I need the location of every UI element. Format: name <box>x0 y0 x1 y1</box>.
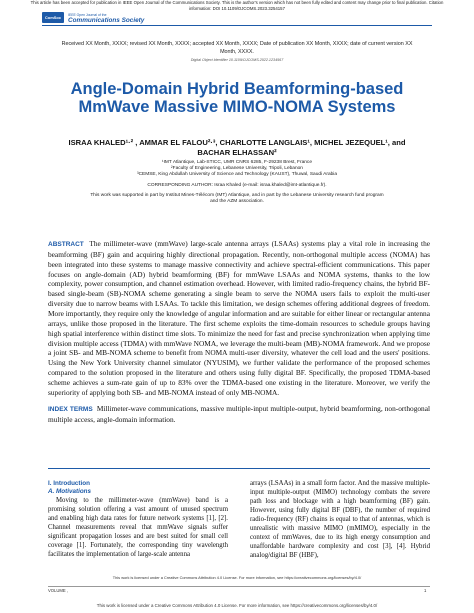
doi-line: Digital Object Identifier 10.1109/OJCOMS.2022.1234567 <box>190 58 284 62</box>
author-list: ISRAA KHALED¹·² , AMMAR EL FALOU²·³, CHARLOTTE LANGLAIS¹, MICHEL JEZEQUEL¹, and BACHAR ELHASSAN² <box>68 138 406 157</box>
abstract <box>48 239 430 398</box>
license-notice: This work is licensed under a Creative Commons Attribution 4.0 License. For more information, see https://creativecommons.org/licenses/by/4.0/ <box>112 575 362 580</box>
journal-subtitle: IEEE Open Journal of the <box>68 12 107 17</box>
affiliations <box>60 160 414 178</box>
received-dates: Received XX Month, XXXX; revised XX Month, XXXX; accepted XX Month, XXXX; Date of publication XX Month, XXXX; date of current version XX Month, XXXX. <box>61 41 413 55</box>
body-column-right <box>250 480 430 561</box>
corresponding-author: CORRESPONDING AUTHOR: Israa Khaled (e-mail: israa.khaled@imt-atlantique.fr). <box>147 183 327 188</box>
page-number: 1 <box>424 588 427 593</box>
body-column-left <box>48 480 228 559</box>
subsection-heading: A. Motivations <box>48 488 92 496</box>
paper-title: Angle-Domain Hybrid Beamforming-based MmWave Massive MIMO-NOMA Systems <box>70 80 404 116</box>
journal-name: Communications Society <box>68 16 145 24</box>
abstract-divider <box>48 468 430 469</box>
abstract-label: ABSTRACT <box>48 241 84 248</box>
publication-notice: This article has been accepted for publication in IEEE Open Journal of the Communications Society. This is the author's version which has not been fully edited and content may change prior to final publication. Citation information: DOI 10.1109/OJCOMS.2023.3254157 <box>30 0 444 11</box>
comsoc-logo: ComSoc <box>42 12 64 23</box>
license-footer: This work is licensed under a Creative Commons Attribution 4.0 License. For more information, see https://creativecommons.org/licenses/by/4.0/ <box>96 603 378 608</box>
affiliation-3: ³CEMSE, King Abdullah University of Science and Technology (KAUST), Thuwal, Saudi Arabia <box>136 172 338 177</box>
intro-paragraph-left: Moving to the millimeter-wave (mmWave) band is a promising solution offering a vast amount of unused spectrum and enabling high data rates for future network systems [1], [2]. Channel measurements reveal that mmWave signals suffer significant propagation losses and are best suited for small cell coverage [1]. Fortunately, the corresponding tiny wavelength facilitates the implementation of large-scale antenna <box>48 496 228 558</box>
footer-divider <box>48 586 430 587</box>
intro-paragraph-right: arrays (LSAAs) in a small form factor. And the massive multiple-input multiple-output (MIMO) technology combats the severe path loss and blockage with a high beamforming (BF) gain. However, using fully digital BF (DBF), the number of required radio-frequency (RF) chains is equal to that of antennas, which is unrealistic with massive MIMO (mMIMO), especially in the context of mmWaves, due to its high energy consumption and unaffordable hardware complexity and cost [3], [4]. Hybrid analog/digital BF (HBF), <box>250 480 430 559</box>
affiliation-2: ²Faculty of Engineering, Lebanese University, Tripoli, Lebanon <box>171 166 303 171</box>
index-terms-text: Millimeter-wave communications, massive multiple-input multiple-output, hybrid beamforming, non-orthogonal multiple access, angle-domain information. <box>48 404 431 424</box>
index-terms-label: INDEX TERMS <box>48 406 93 413</box>
funding-note: This work was supported in part by Institut Mines-Télécom (IMT) Atlantique, and in part by the Lebanese University research fund program and the AZM association. <box>90 193 384 204</box>
affiliation-1: ¹IMT Atlantique, Lab-STICC, UMR CNRS 6285, F-29238 Brest, France <box>161 160 312 165</box>
journal-header <box>0 12 474 24</box>
index-terms <box>48 404 430 425</box>
volume-label: VOLUME , <box>48 588 69 593</box>
abstract-text: The millimeter-wave (mmWave) large-scale antenna arrays (LSAAs) systems play a vital role in increasing the beamforming (BF) gain and acquiring highly directional propagation. Recently, non-orthogonal multiple access (NOMA) has been integrated into these systems to manage massive connectivity and achieve spectral-efficient communications. This paper focuses on angle-domain (AD) hybrid beamforming (BF) for mmWave LSAAs and NOMA systems, thanks to the low complexity, power consumption, and channel estimation overhead. However, with limited radio-frequency chains, the hybrid BF-based single-beam (SB)-NOMA scheme generating a single beam to serve the NOMA users fails to exploit the multi-user diversity due to narrow beams with LSAAs. To tackle this limitation, we design schemes offering additional degrees of freedom. More importantly, they require only the knowledge of angular information and are suitable for either linear or rectangular antenna arrays, unlike those proposed in the literature. The first scheme exploits the time-domain resources to schedule groups having high spatial interference within distinct time slots. To minimize the need for fast and precise synchronization when applying time division multiple access (TDMA) with mmWave NOMA, we leverage the multi-beam (MB)-NOMA framework. And we propose a joint SB- and MB-NOMA scheme to benefit from NOMA multi-user diversity, whatever the cell load and the users' positions. Using the New York University channel simulator (NYUSIM), we further validate the performance of the proposed schemes compared to the solution proposed in the literature and others using fully digital BF. Specifically, the proposed TDMA-based scheme achieves a sum-rate gain of up to 83% over the TDMA-based one existing in the literature. Moreover, we verify the superiority of applying both SB- and MB-NOMA instead of only MB-NOMA. <box>48 239 430 397</box>
section-heading: I. Introduction <box>48 480 90 487</box>
header-divider <box>42 25 432 26</box>
